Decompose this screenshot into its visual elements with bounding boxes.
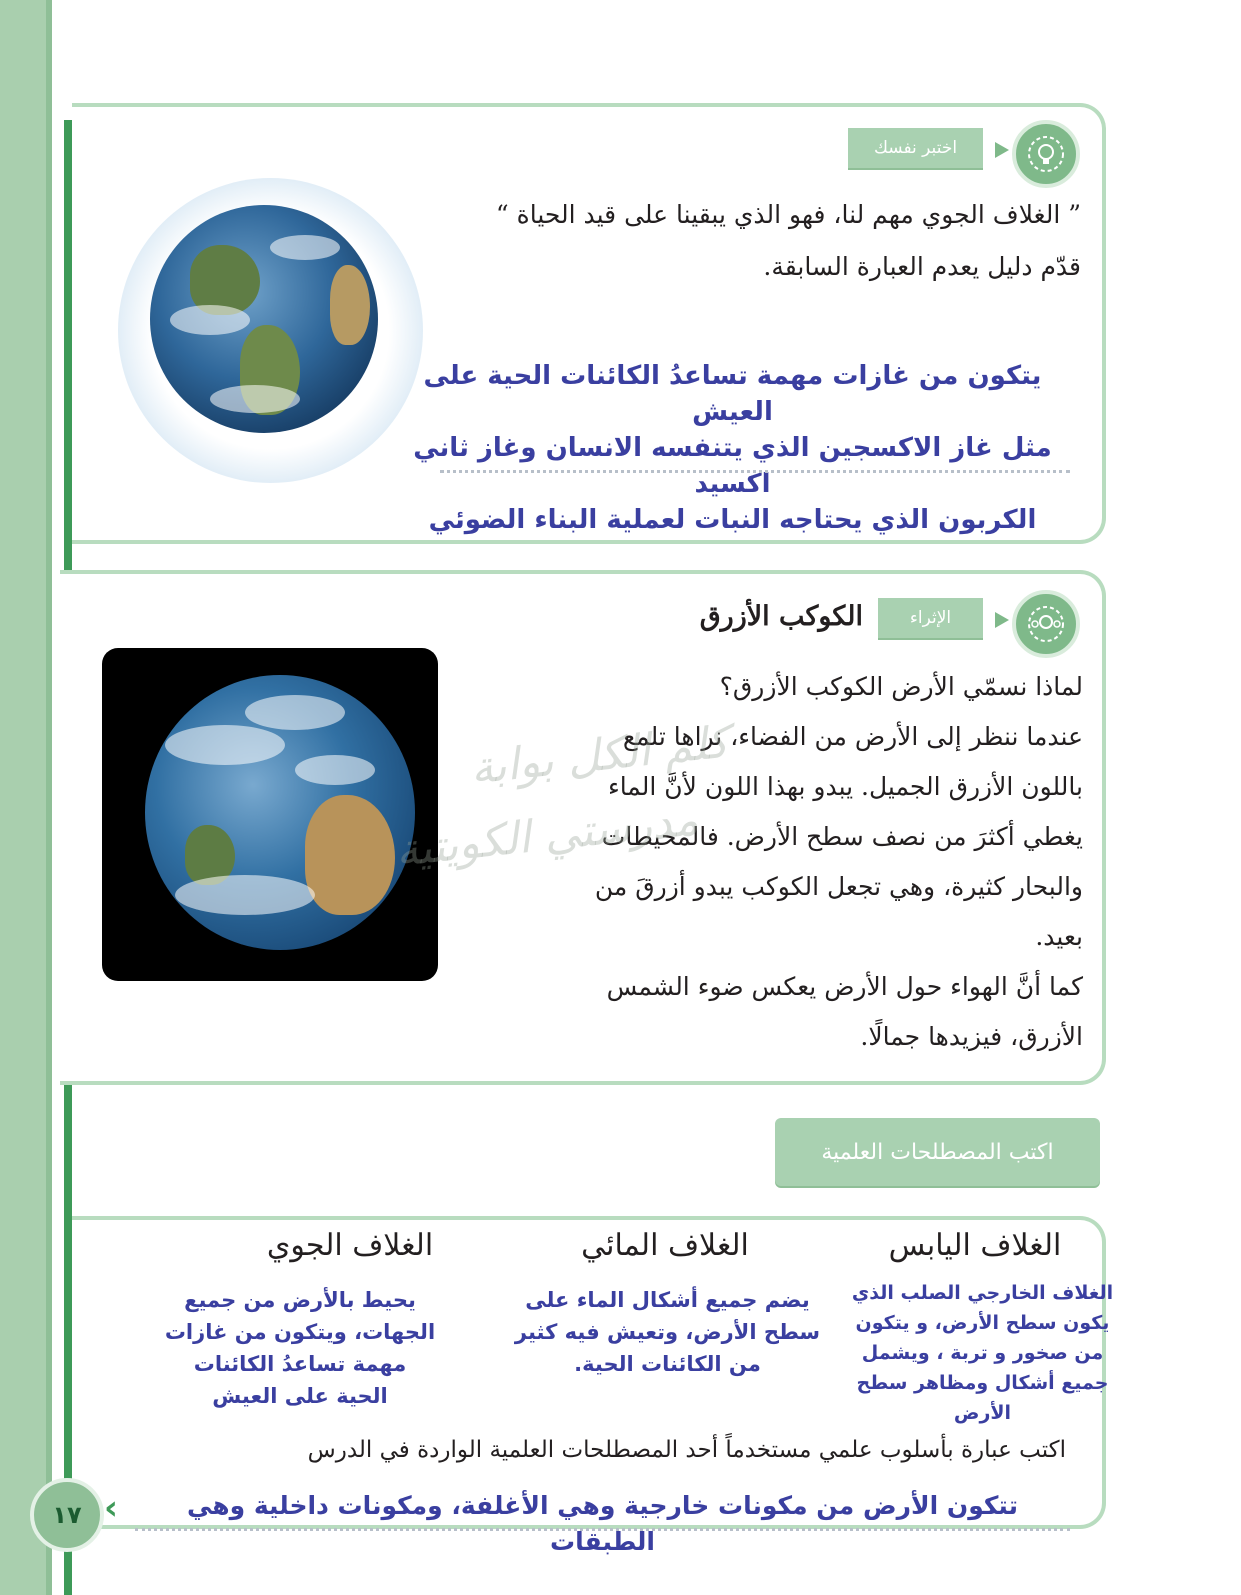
test-yourself-label: اختبر نفسك xyxy=(848,128,983,168)
term-def-line: الحية على العيش xyxy=(212,1384,388,1408)
watermark: مدرستي الكويتية xyxy=(393,794,701,877)
enrichment-line: والبحار كثيرة، وهي تجعل الكوكب يبدو أزرقَ من xyxy=(594,872,1083,901)
enrichment-line: يغطي أكثرَ من نصف سطح الأرض. فالمحيطات xyxy=(601,822,1083,851)
test-quote: ” الغلاف الجوي مهم لنا، فهو الذي يبقينا على قيد الحياة “ xyxy=(495,200,1081,229)
enrichment-line: لماذا نسمّي الأرض الكوكب الأزرق؟ xyxy=(719,672,1083,701)
watermark: كلم الكل بوابة xyxy=(468,716,732,795)
banner-pointer xyxy=(995,142,1009,158)
term-def-line: يضم جميع أشكال الماء على xyxy=(525,1288,810,1312)
term-def-atmosphere xyxy=(140,1284,460,1412)
test-answer-line: مثل غاز الاكسجين الذي يتنفسه الانسان وغاز ثاني اكسيد xyxy=(413,433,1052,499)
enrichment-line: كما أنَّ الهواء حول الأرض يعكس ضوء الشمس xyxy=(606,972,1083,1001)
earth-globe-image xyxy=(150,205,378,433)
answer-line-dots xyxy=(440,470,1070,473)
test-answer-line: يتكون من غازات مهمة تساعدُ الكائنات الحية على العيش xyxy=(423,361,1042,427)
enrichment-line: باللون الأزرق الجميل. يبدو بهذا اللون لأنَّ الماء xyxy=(607,772,1083,801)
terms-instruction: اكتب عبارة بأسلوب علمي مستخدماً أحد المصطلحات العلمية الواردة في الدرس xyxy=(307,1437,1066,1463)
terms-answer: تتكون الأرض من مكونات خارجية وهي الأغلفة، ومكونات داخلية وهي الطبقات xyxy=(187,1491,1018,1556)
term-title-lithosphere: الغلاف اليابس xyxy=(888,1228,1062,1263)
term-def-line: الغلاف الخارجي الصلب الذي xyxy=(851,1282,1114,1304)
enrichment-title: الكوكب الأزرق xyxy=(699,601,863,632)
enrichment-line: عندما ننظر إلى الأرض من الفضاء، نراها تلمع xyxy=(622,722,1083,751)
term-def-line: من الكائنات الحية. xyxy=(574,1352,761,1376)
terms-section-label: اكتب المصطلحات العلمية xyxy=(775,1118,1100,1186)
term-def-hydrosphere xyxy=(495,1284,840,1380)
term-def-line: الجهات، ويتكون من غازات xyxy=(164,1320,436,1344)
enrichment-label: الإثراء xyxy=(878,598,983,638)
term-def-line: مهمة تساعدُ الكائنات xyxy=(193,1352,407,1376)
term-def-line: الأرض xyxy=(953,1402,1012,1424)
banner-pointer xyxy=(995,612,1009,628)
gear-idea-icon xyxy=(1012,590,1080,658)
test-answer xyxy=(395,358,1070,538)
page-number: ١٧ xyxy=(52,1501,82,1529)
chevron-right-icon: › xyxy=(104,1488,119,1528)
enrichment-line: بعيد. xyxy=(1035,922,1083,951)
enrichment-line: الأزرق، فيزيدها جمالًا. xyxy=(860,1022,1083,1051)
test-question: قدّم دليل يعدم العبارة السابقة. xyxy=(763,252,1081,281)
earth-globe-image xyxy=(145,675,415,950)
test-answer-line: الكربون الذي يحتاجه النبات لعملية البناء الضوئي xyxy=(428,505,1037,535)
term-def-line: يحيط بالأرض من جميع xyxy=(184,1288,416,1312)
term-title-atmosphere: الغلاف الجوي xyxy=(266,1228,434,1263)
gear-lightbulb-icon xyxy=(1012,120,1080,188)
term-def-line: سطح الأرض، وتعيش فيه كثير xyxy=(514,1320,821,1344)
term-def-line: يكون سطح الأرض، و يتكون xyxy=(855,1312,1110,1334)
term-def-line: من صخور و تربة ، ويشمل xyxy=(861,1342,1104,1364)
answer-line-dots xyxy=(135,1528,1070,1531)
page-number-badge xyxy=(30,1478,104,1552)
lightbulb-icon xyxy=(1026,134,1066,174)
term-def-line: جميع أشكال ومظاهر سطح xyxy=(856,1372,1109,1394)
sidebar-band-inner xyxy=(0,0,46,1595)
idea-icon xyxy=(1026,604,1066,644)
term-title-hydrosphere: الغلاف المائي xyxy=(581,1228,749,1263)
term-def-lithosphere xyxy=(840,1278,1125,1428)
